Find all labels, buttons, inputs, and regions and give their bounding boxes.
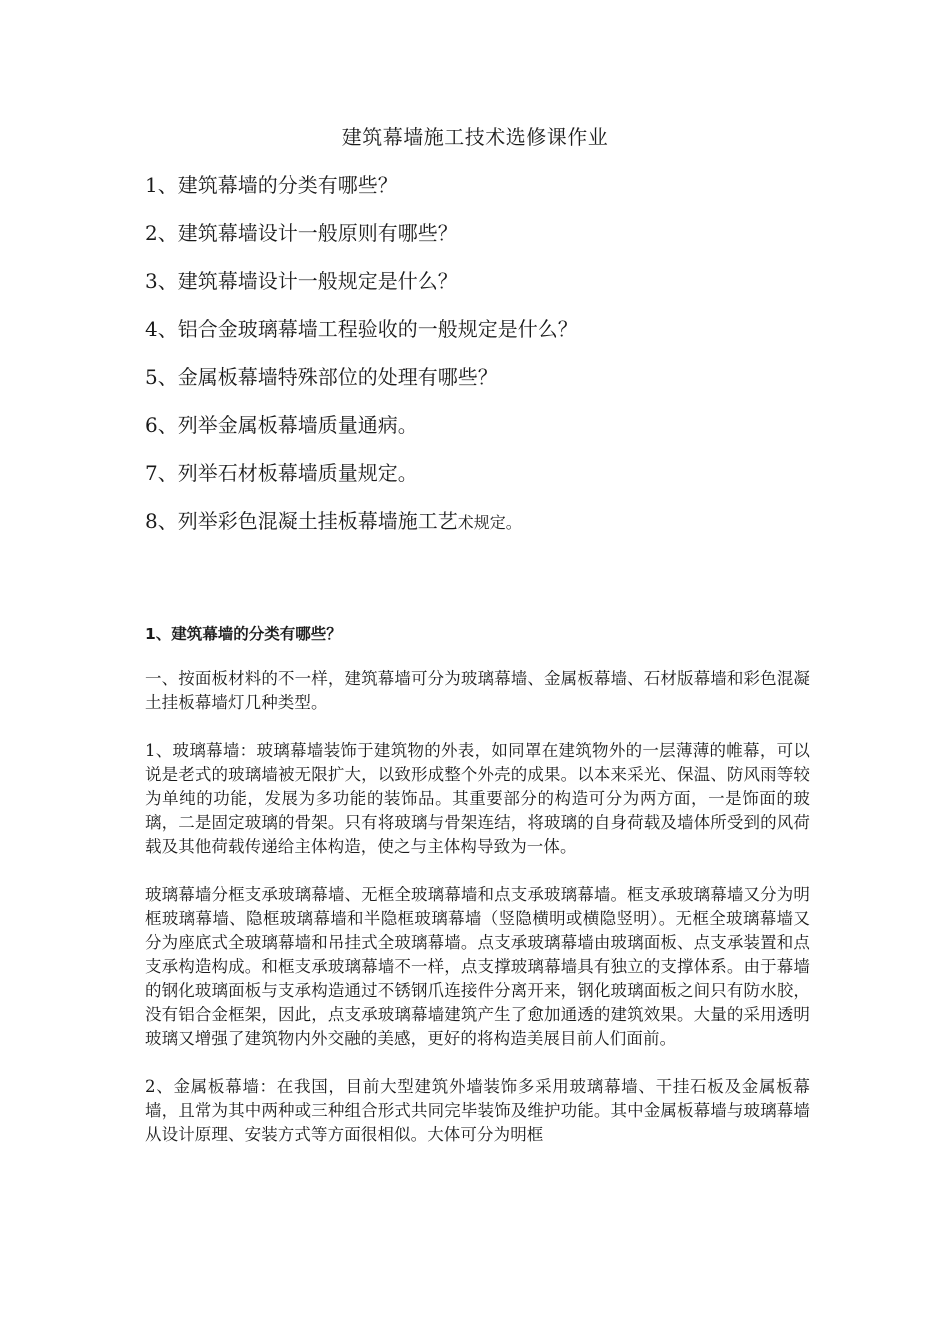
- question-list: [145, 170, 845, 554]
- question-item: 1、建筑幕墙的分类有哪些？: [145, 173, 398, 197]
- answer-paragraph: 1、玻璃幕墙：玻璃幕墙装饰于建筑物的外表，如同罩在建筑物外的一层薄薄的帷幕，可以说是老式的玻璃墙被无限扩大，以致形成整个外壳的成果。以本来采光、保温、防风雨等较为单纯的功能，发展为多功能的装饰品。其重要部分的构造可分为两方面，一是饰面的玻璃，二是固定玻璃的骨架。只有将玻璃与骨架连结，将玻璃的自身荷载及墙体所受到的风荷载及其他荷载传递给主体构造，使之与主体构导致为一体。: [145, 741, 810, 856]
- answer-paragraph: 2、金属板幕墙：在我国，目前大型建筑外墙装饰多采用玻璃幕墙、干挂石板及金属板幕墙，且常为其中两种或三种组合形式共同完毕装饰及维护功能。其中金属板幕墙与玻璃幕墙从设计原理、安装方式等方面很相似。大体可分为明框: [145, 1077, 810, 1144]
- question-item: 3、建筑幕墙设计一般规定是什么？: [145, 269, 458, 293]
- answer-paragraph: 玻璃幕墙分框支承玻璃幕墙、无框全玻璃幕墙和点支承玻璃幕墙。框支承玻璃幕墙又分为明框玻璃幕墙、隐框玻璃幕墙和半隐框玻璃幕墙（竖隐横明或横隐竖明）。无框全玻璃幕墙又分为座底式全玻璃幕墙和吊挂式全玻璃幕墙。点支承玻璃幕墙由玻璃面板、点支承装置和点支承构造构成。和框支承玻璃幕墙不一样，点支撑玻璃幕墙具有独立的支撑体系。由于幕墙的钢化玻璃面板与支承构造通过不锈钢爪连接件分离开来，钢化玻璃面板之间只有防水胶，没有铝合金框架，因此，点支承玻璃幕墙建筑产生了愈加通透的建筑效果。大量的采用透明玻璃又增强了建筑物内外交融的美感，更好的将构造美展目前人们面前。: [145, 885, 810, 1048]
- question-item: 6、列举金属板幕墙质量通病。: [145, 413, 418, 437]
- question-item: 5、金属板幕墙特殊部位的处理有哪些？: [145, 365, 498, 389]
- answer-section: [145, 622, 810, 1171]
- question-item: [145, 506, 845, 554]
- question-8-text: 8、列举彩色混凝土挂板幕墙施工艺: [145, 509, 458, 533]
- question-item: 4、铝合金玻璃幕墙工程验收的一般规定是什么？: [145, 317, 578, 341]
- question-item: 2、建筑幕墙设计一般原则有哪些？: [145, 221, 458, 245]
- answer-heading: 1、建筑幕墙的分类有哪些？: [145, 625, 342, 643]
- question-item: 7、列举石材板幕墙质量规定。: [145, 461, 418, 485]
- question-8-tail: 术规定。: [457, 513, 522, 532]
- document-title: 建筑幕墙施工技术选修课作业: [341, 125, 609, 149]
- answer-paragraph: 一、按面板材料的不一样，建筑幕墙可分为玻璃幕墙、金属板幕墙、石材版幕墙和彩色混凝土挂板幕墙灯几种类型。: [145, 669, 810, 712]
